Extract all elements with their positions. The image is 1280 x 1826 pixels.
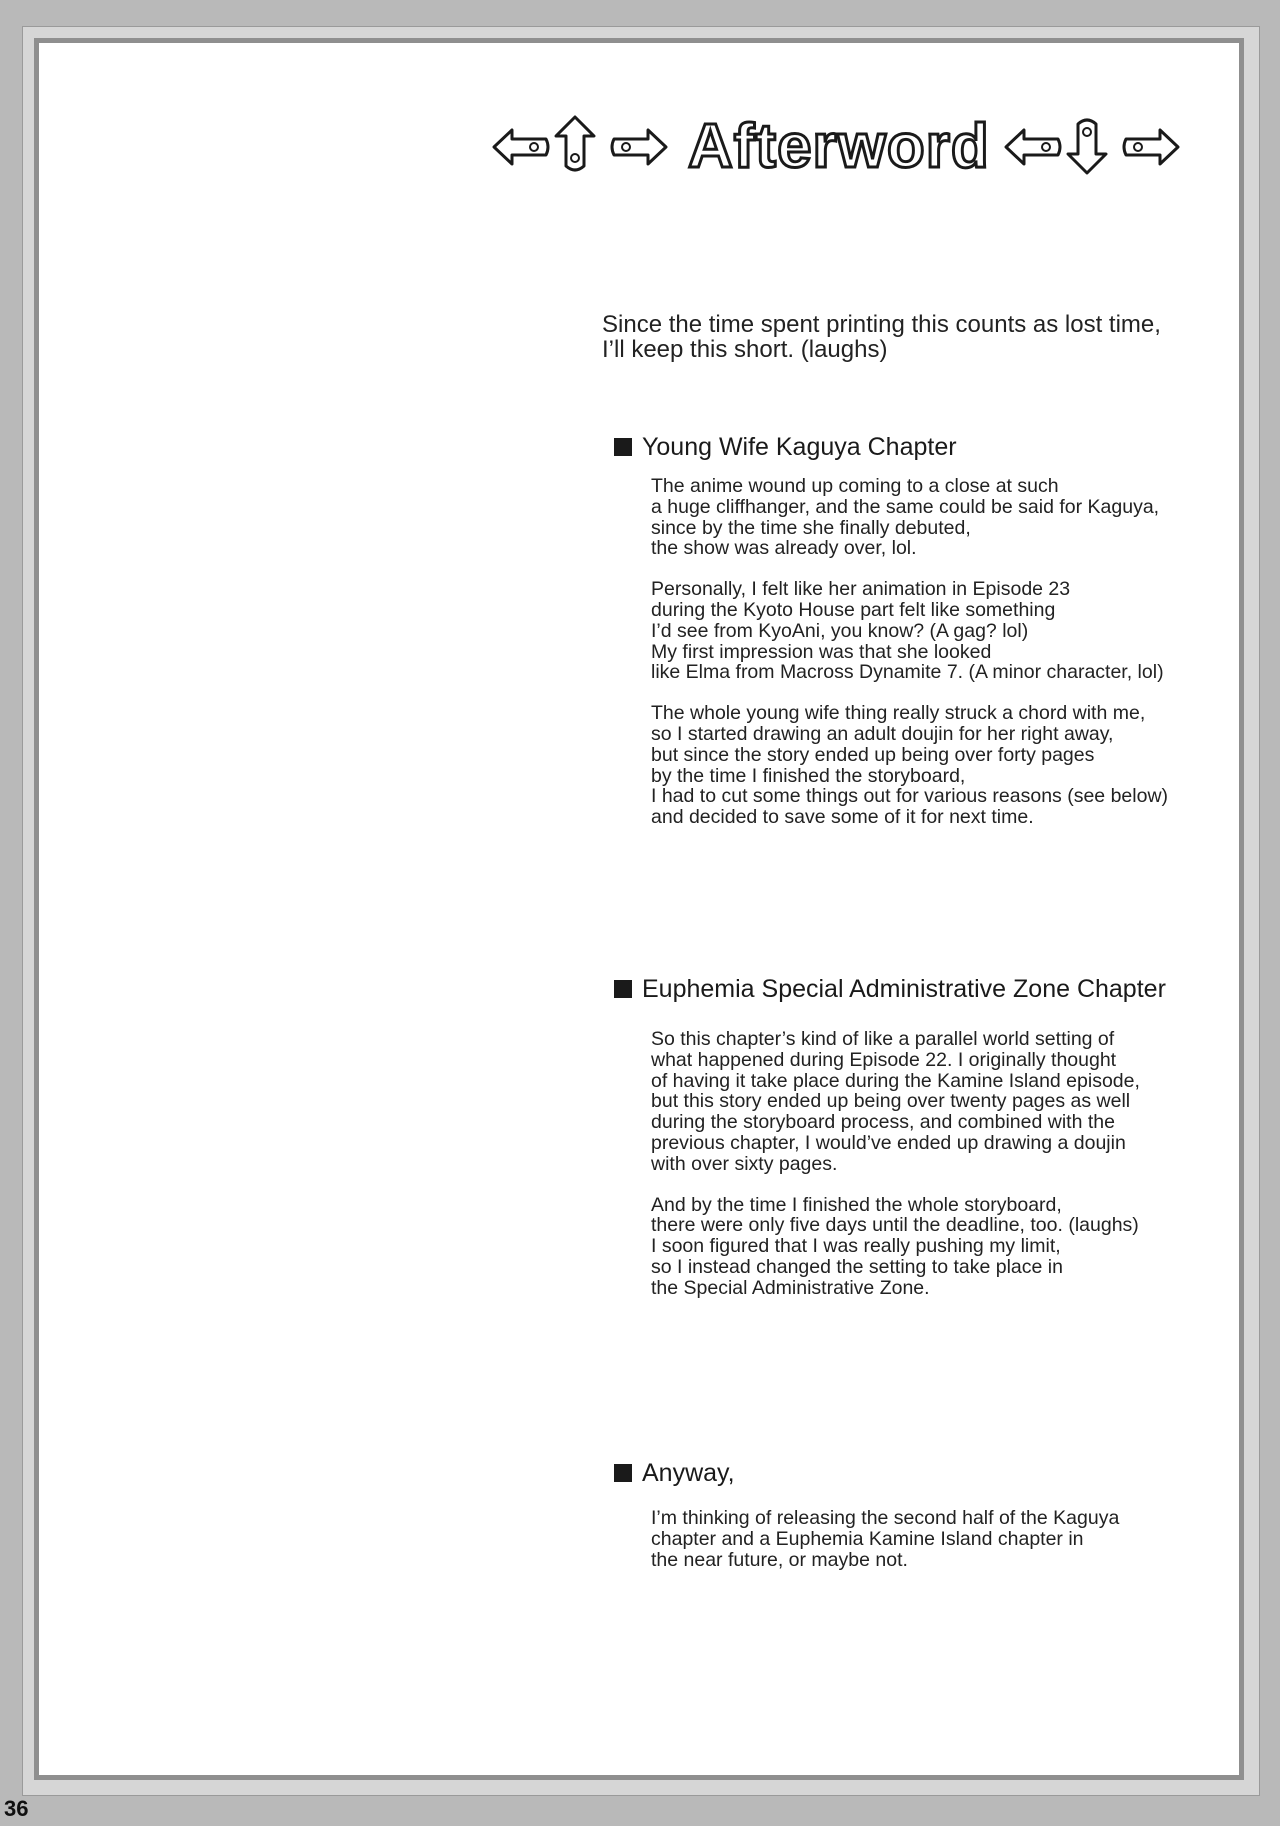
section-body-anyway [651,1508,1231,1590]
text-line: since by the time she finally debuted, [651,516,971,539]
section-heading-anyway [614,1458,1234,1488]
page-title: Afterword [688,112,990,181]
arrow-right-icon [608,118,670,176]
intro-text [602,312,1202,362]
title-row [490,112,1200,182]
text-line: with over sixty pages. [651,1152,838,1175]
text-line: and decided to save some of it for next time. [651,806,1034,829]
paragraph [651,1508,1231,1570]
text-line: I’d see from KyoAni, you know? (A gag? lol) [651,619,1029,642]
text-line: the show was already over, lol. [651,537,917,560]
arrow-up-icon [550,114,600,178]
square-bullet-icon [614,980,632,998]
text-line: but this story ended up being over twenty pages as well [651,1090,1131,1113]
text-line: so I instead changed the setting to take place in [651,1255,1063,1278]
square-bullet-icon [614,438,632,456]
section-body-euphemia [651,1029,1231,1319]
square-bullet-icon [614,1464,632,1482]
text-line: like Elma from Macross Dynamite 7. (A minor character, lol) [651,661,1164,684]
page-number: 36 [4,1796,29,1821]
text-line: The anime wound up coming to a close at such [651,475,1059,497]
text-line: a huge cliffhanger, and the same could be said for Kaguya, [651,495,1160,518]
section-heading-kaguya [614,432,1234,462]
arrow-right-icon [1120,118,1182,176]
text-line: during the storyboard process, and combined with the [651,1111,1115,1134]
text-line: but since the story ended up being over forty pages [651,743,1095,766]
text-line: I soon figured that I was really pushing my limit, [651,1235,1061,1258]
paragraph [651,1029,1231,1175]
text-line: My first impression was that she looked [651,640,992,663]
text-line: previous chapter, I would’ve ended up drawing a doujin [651,1131,1126,1154]
intro-line: Since the time spent printing this counts as lost time, [602,311,1161,338]
text-line: chapter and a Euphemia Kamine Island chapter in [651,1527,1084,1550]
text-line: what happened during Episode 22. I originally thought [651,1048,1117,1071]
paragraph [651,476,1231,559]
text-line: I’m thinking of releasing the second half of the Kaguya [651,1507,1120,1529]
intro-line: I’ll keep this short. (laughs) [602,336,888,363]
text-line: so I started drawing an adult doujin for her right away, [651,722,1114,745]
text-line: the Special Administrative Zone. [651,1276,930,1299]
paragraph [651,1195,1231,1299]
arrow-left-icon [1002,118,1064,176]
paragraph [651,703,1231,828]
paragraph [651,579,1231,683]
text-line: by the time I finished the storyboard, [651,764,966,787]
section-heading-text: Anyway, [642,1459,735,1487]
text-line: there were only five days until the deadline, too. (laughs) [651,1214,1139,1237]
arrow-left-icon [490,118,552,176]
text-line: The whole young wife thing really struck a chord with me, [651,702,1146,725]
text-line: I had to cut some things out for various reasons (see below) [651,785,1169,808]
text-line: Personally, I felt like her animation in Episode 23 [651,578,1071,601]
text-line: the near future, or maybe not. [651,1548,908,1571]
section-heading-text: Young Wife Kaguya Chapter [642,433,957,461]
section-heading-text: Euphemia Special Administrative Zone Chapter [642,975,1166,1003]
arrow-down-icon [1062,112,1112,176]
text-line: of having it take place during the Kamine Island episode, [651,1069,1140,1092]
text-line: And by the time I finished the whole storyboard, [651,1193,1062,1216]
text-line: during the Kyoto House part felt like something [651,598,1056,621]
section-heading-euphemia [614,974,1234,1004]
section-body-kaguya [651,476,1231,848]
text-line: So this chapter’s kind of like a parallel world setting of [651,1028,1115,1050]
